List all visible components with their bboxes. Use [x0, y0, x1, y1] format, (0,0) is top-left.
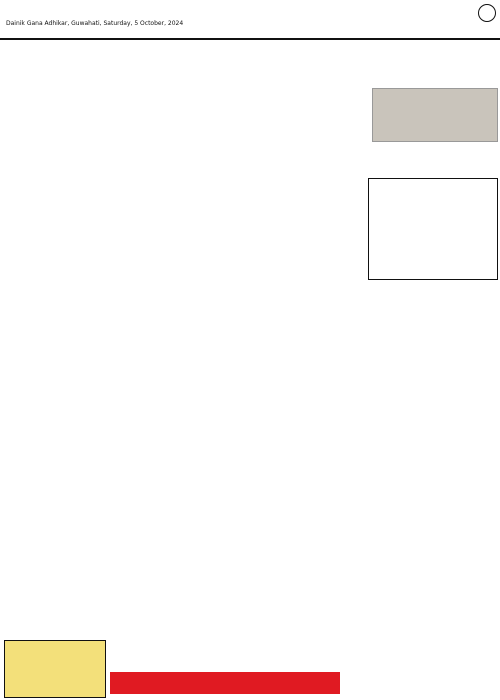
page-number: [478, 4, 496, 22]
bottom-red-bar: [110, 672, 340, 694]
masthead-date: Dainik Gana Adhikar, Guwahati, Saturday, 5 October, 2024: [6, 20, 184, 27]
masthead-title: [150, 2, 290, 22]
mid-right-box: [368, 178, 498, 280]
top-photo: [372, 88, 498, 142]
advertisement-box: [4, 640, 106, 698]
masthead: [0, 0, 500, 40]
